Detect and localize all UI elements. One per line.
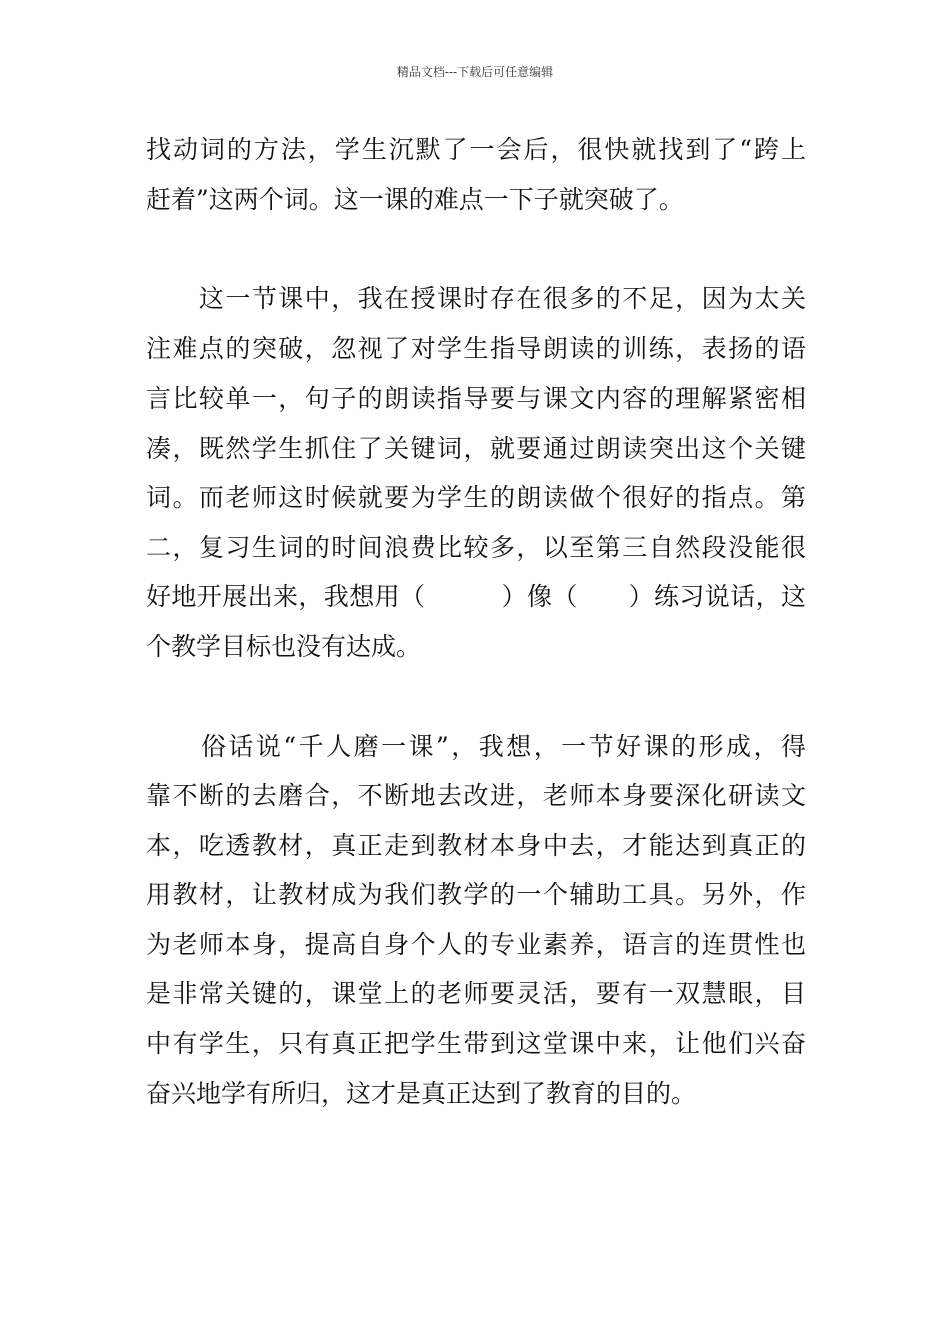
paragraph-3-line-5: 为老师本身，提高自身个人的专业素养，语言的连贯性也 [146,930,806,959]
paragraph-3-line-3: 本，吃透教材，真正走到教材本身中去，才能达到真正的 [146,831,806,860]
paragraph-2-line-5: 词。而老师这时候就要为学生的朗读做个很好的指点。第 [146,483,806,512]
paragraph-1-line-1: 找动词的方法，学生沉默了一会后，很快就找到了“跨上 [146,135,806,164]
paragraph-2-line-3: 言比较单一，句子的朗读指导要与课文内容的理解紧密相 [146,384,806,413]
paragraph-3-line-1: 俗话说“千人磨一课”，我想，一节好课的形成，得 [146,732,806,761]
paragraph-2-line-1: 这一节课中，我在授课时存在很多的不足，因为太关 [146,284,806,313]
paragraph-3-line-4: 用教材，让教材成为我们教学的一个辅助工具。另外，作 [146,880,806,909]
paragraph-2-line-7: 好地开展出来，我想用（ ）像（ ）练习说话，这 [146,582,806,611]
paragraph-1-line-2: 赶着”这两个词。这一课的难点一下子就突破了。 [146,185,684,214]
paragraph-2-line-8: 个教学目标也没有达成。 [146,632,422,661]
paragraph-2-line-6: 二，复习生词的时间浪费比较多，以至第三自然段没能很 [146,533,806,562]
paragraph-3-line-8: 奋兴地学有所归，这才是真正达到了教育的目的。 [146,1079,697,1108]
paragraph-2-line-4: 凑，既然学生抓住了关键词，就要通过朗读突出这个关键 [146,434,806,463]
paragraph-2-line-2: 注难点的突破，忽视了对学生指导朗读的训练，表扬的语 [146,334,806,363]
paragraph-3-line-2: 靠不断的去磨合，不断地去改进，老师本身要深化研读文 [146,781,806,810]
paragraph-3-line-7: 中有学生，只有真正把学生带到这堂课中来，让他们兴奋 [146,1029,806,1058]
page-header: 精品文档---下载后可任意编辑 [396,65,554,79]
paragraph-3-line-6: 是非常关键的，课堂上的老师要灵活，要有一双慧眼，目 [146,979,806,1008]
